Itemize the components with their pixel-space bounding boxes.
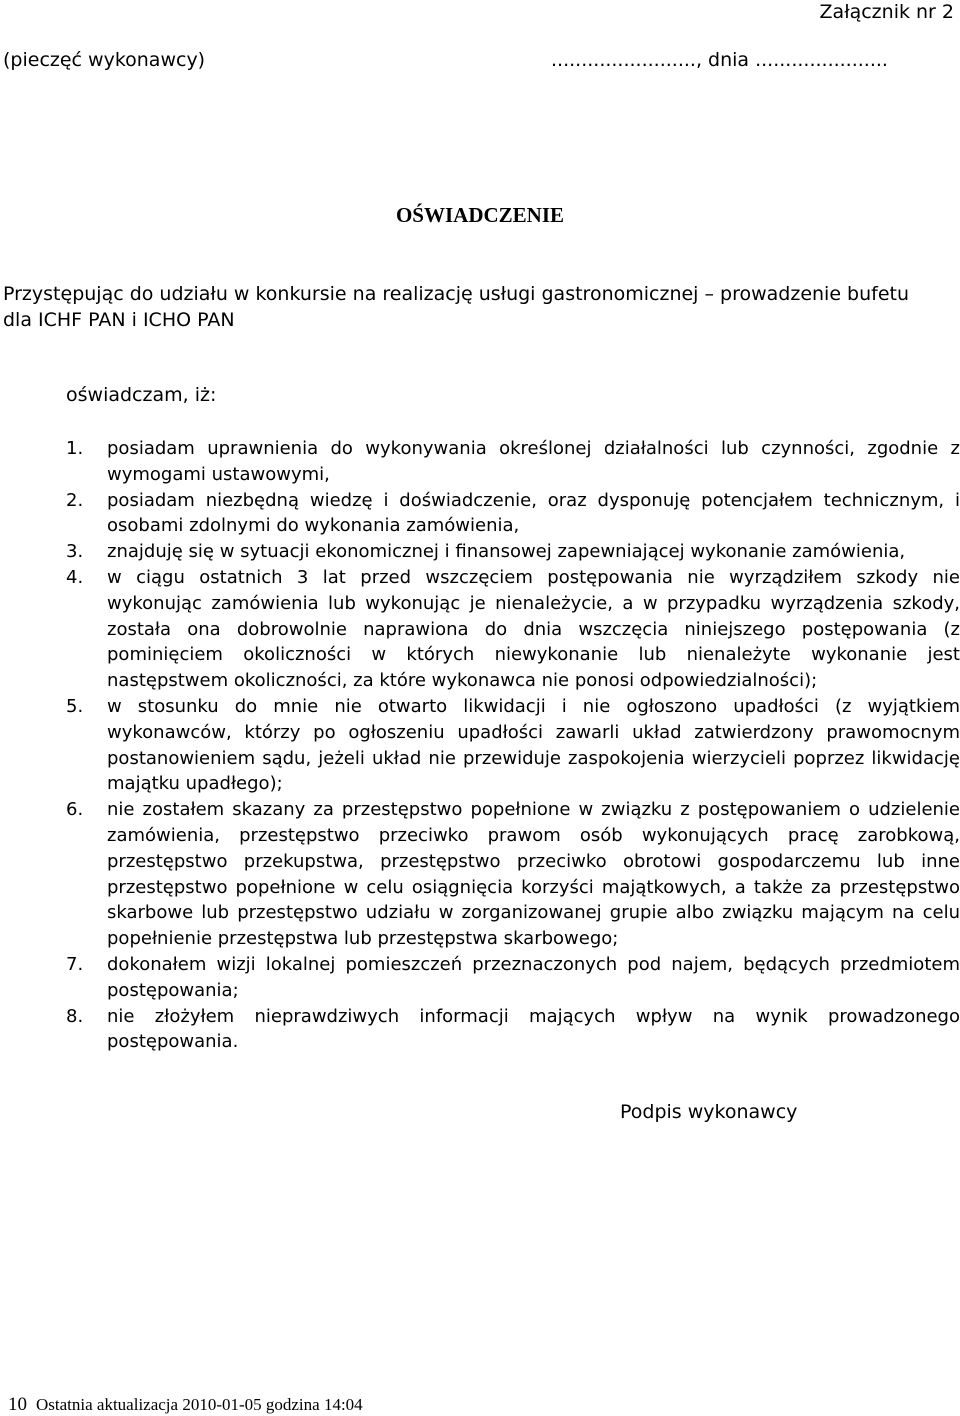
item-text: nie zostałem skazany za przestępstwo popełnione w związku z postępowaniem o udzielenie zamówienia, przestępstwo przeciwko prawom osób wykonujących pracę zarobkową, przestępstwo przekupstwa, przestępstwo przeciwko obrotowi gospodarczemu lub inne przestępstwo popełnione w celu osiągnięcia korzyści majątkowych, a także za przestępstwo skarbowe lub przestępstwo udziału w zorganizowanej grupie albo związku mającym na celu popełnienie przestępstwa lub przestępstwa skarbowego;	[107, 799, 960, 950]
declaration-list	[66, 436, 960, 1055]
list-item	[66, 436, 960, 488]
item-number: 1.	[66, 438, 84, 459]
item-number: 2.	[66, 489, 84, 511]
intro-paragraph: Przystępując do udziału w konkursie na realizację usługi gastronomicznej – prowadzenie bufetu dla ICHF PAN i ICHO PAN	[3, 283, 910, 331]
item-text: nie złożyłem nieprawdziwych informacji mających wpływ na wynik prowadzonego postępowania.	[107, 1005, 960, 1053]
list-item	[66, 1004, 960, 1056]
item-text: dokonałem wizji lokalnej pomieszczeń przeznaczonych pod najem, będących przedmiotem postępowania;	[107, 953, 960, 1001]
document-title: OŚWIADCZENIE	[395, 203, 565, 227]
list-item	[66, 797, 960, 952]
item-number: 8.	[66, 1005, 84, 1027]
signature-label: Podpis wykonawcy	[620, 1101, 798, 1123]
attachment-label: Załącznik nr 2	[819, 1, 954, 23]
page-number: 10	[8, 1394, 27, 1415]
declaration-lead: oświadczam, iż:	[66, 384, 217, 406]
item-number: 3.	[66, 541, 84, 563]
list-item	[66, 952, 960, 1004]
page-footer	[8, 1394, 363, 1416]
last-update-text: Ostatnia aktualizacja 2010-01-05 godzina 14:04	[36, 1395, 363, 1414]
item-text: w stosunku do mnie nie otwarto likwidacji i nie ogłoszono upadłości (z wyjątkiem wykonawców, którzy po ogłoszeniu upadłości zawarli układ zatwierdzony prawomocnym postanowieniem sądu, jeżeli układ nie przewiduje zaspokojenia wierzycieli poprzez likwidację majątku upadłego);	[107, 695, 960, 795]
item-number: 6.	[66, 799, 84, 821]
item-number: 5.	[66, 695, 84, 717]
item-text: znajduję się w sytuacji ekonomicznej i finansowej zapewniającej wykonanie zamówienia,	[107, 541, 906, 563]
item-text: w ciągu ostatnich 3 lat przed wszczęciem postępowania nie wyrządziłem szkody nie wykonując zamówienia lub wykonując je nienależycie, a w przypadku wyrządzenia szkody, została ona dobrowolnie naprawiona do dnia wszczęcia niniejszego postępowania (z pominięciem okoliczności w których niewykonanie lub nienależyte wykonanie jest następstwem okoliczności, za które wykonawca nie ponosi odpowiedzialności);	[107, 566, 960, 692]
list-item	[66, 694, 960, 797]
contractor-stamp-label: (pieczęć wykonawcy)	[3, 49, 206, 71]
list-item	[66, 565, 960, 694]
list-item	[66, 488, 960, 540]
item-number: 7.	[66, 953, 84, 975]
item-number: 4.	[66, 566, 84, 588]
place-date-line: ........................, dnia ......................	[551, 49, 888, 71]
list-item	[66, 539, 960, 565]
item-text: posiadam niezbędną wiedzę i doświadczenie, oraz dysponuję potencjałem technicznym, i osobami zdolnymi do wykonania zamówienia,	[107, 489, 960, 537]
item-text: posiadam uprawnienia do wykonywania określonej działalności lub czynności, zgodnie z wymogami ustawowymi,	[107, 438, 960, 485]
